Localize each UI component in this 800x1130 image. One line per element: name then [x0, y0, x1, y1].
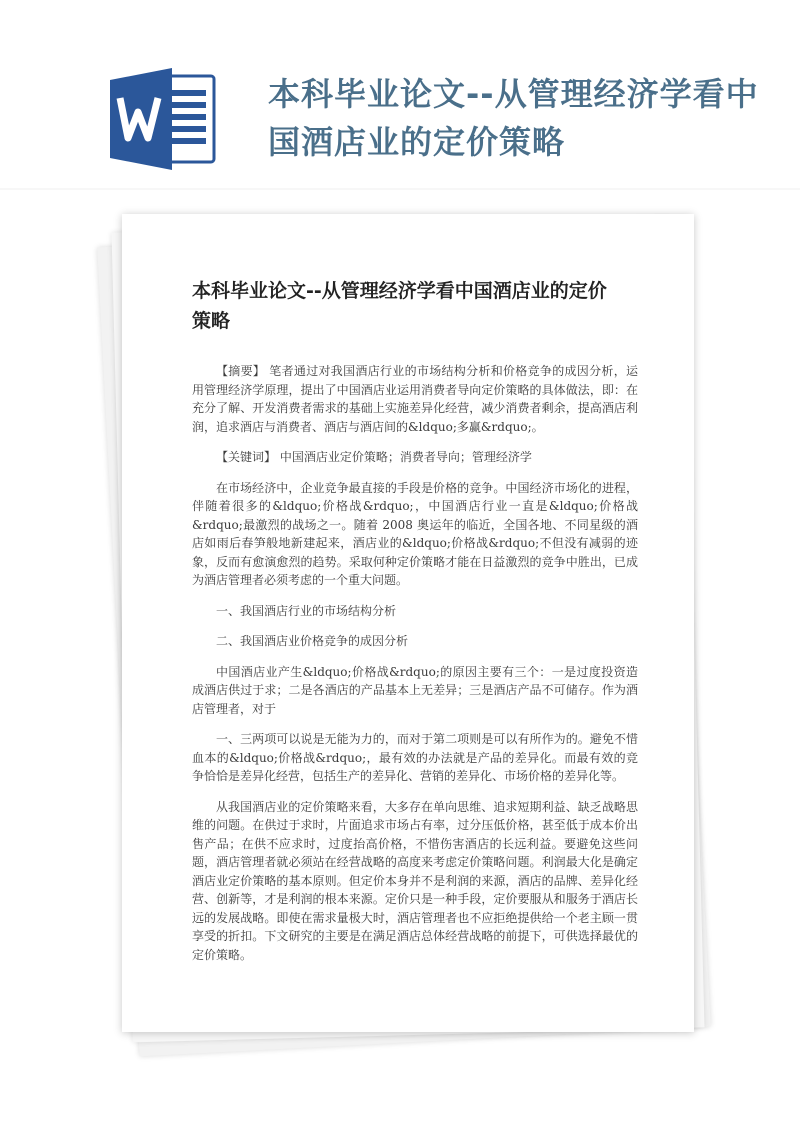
body-paragraph: 在市场经济中，企业竞争最直接的手段是价格的竞争。中国经济市场化的进程，伴随着很多的&ldquo;价格战&rdquo;，中国酒店行业一直是&ldquo;价格战&rdquo;最激烈的战场之一。随着 2008 奥运年的临近，全国各地、不同星级的酒店如雨后春笋般地新建起来，酒店业的&ldquo;价格战&rdquo;不但没有减弱的迹象，反而有愈演愈烈的趋势。采取何种定价策略才能在日益激烈的竞争中胜出，已成为酒店管理者必须考虑的一个重大问题。 — [192, 480, 638, 587]
document-page — [122, 214, 694, 1032]
header-title: 本科毕业论文--从管理经济学看中国酒店业的定价策略 — [268, 75, 759, 161]
watermark-band — [0, 188, 800, 190]
abstract-paragraph: 【摘要】 笔者通过对我国酒店行业的市场结构分析和价格竞争的成因分析，运用管理经济学原理，提出了中国酒店业运用消费者导向定价策略的具体做法，即：在充分了解、开发消费者需求的基础上实施差异化经营，减少消费者剩余，提高酒店利润，追求酒店与消费者、酒店与酒店间的&ldquo;多赢&rdquo;。 — [192, 364, 638, 434]
section-heading: 一、我国酒店行业的市场结构分析 — [216, 603, 397, 618]
word-document-icon — [108, 66, 220, 172]
body-paragraph: 中国酒店业产生&ldquo;价格战&rdquo;的原因主要有三个：一是过度投资造成酒店供过于求；二是各酒店的产品基本上无差异；三是酒店产品不可储存。作为酒店管理者，对于 — [192, 664, 638, 716]
body-paragraph: 一、三两项可以说是无能为力的，而对于第二项则是可以有所作为的。避免不惜血本的&ldquo;价格战&rdquo;，最有效的办法就是产品的差异化。而最有效的竞争恰恰是差异化经营，包括生产的差异化、营销的差异化、市场价格的差异化等。 — [192, 732, 638, 783]
section-heading: 二、我国酒店业价格竞争的成因分析 — [216, 634, 409, 648]
body-paragraph: 从我国酒店业的定价策略来看，大多存在单向思维、追求短期利益、缺乏战略思维的问题。在供过于求时，片面追求市场占有率，过分压低价格，甚至低于成本价出售产品；在供不应求时，过度抬高价格，不惜伤害酒店的长远利益。要避免这些问题，酒店管理者就必须站在经营战略的高度来考虑定价策略问题。利润最大化是确定酒店业定价策略的基本原则。但定价本身并不是利润的来源，酒店的品牌、差异化经营、创新等，才是利润的根本来源。定价只是一种手段，定价要服从和服务于酒店长远的发展战略。即使在需求量极大时，酒店管理者也不应拒绝提供给一个老主顾一贯享受的折扣。下文研究的主要是在满足酒店总体经营战略的前提下，可供选择最优的定价策略。 — [192, 799, 638, 962]
document-title: 本科毕业论文--从管理经济学看中国酒店业的定价策略 — [192, 280, 607, 332]
keywords-paragraph: 【关键词】 中国酒店业定价策略；消费者导向；管理经济学 — [216, 450, 532, 464]
